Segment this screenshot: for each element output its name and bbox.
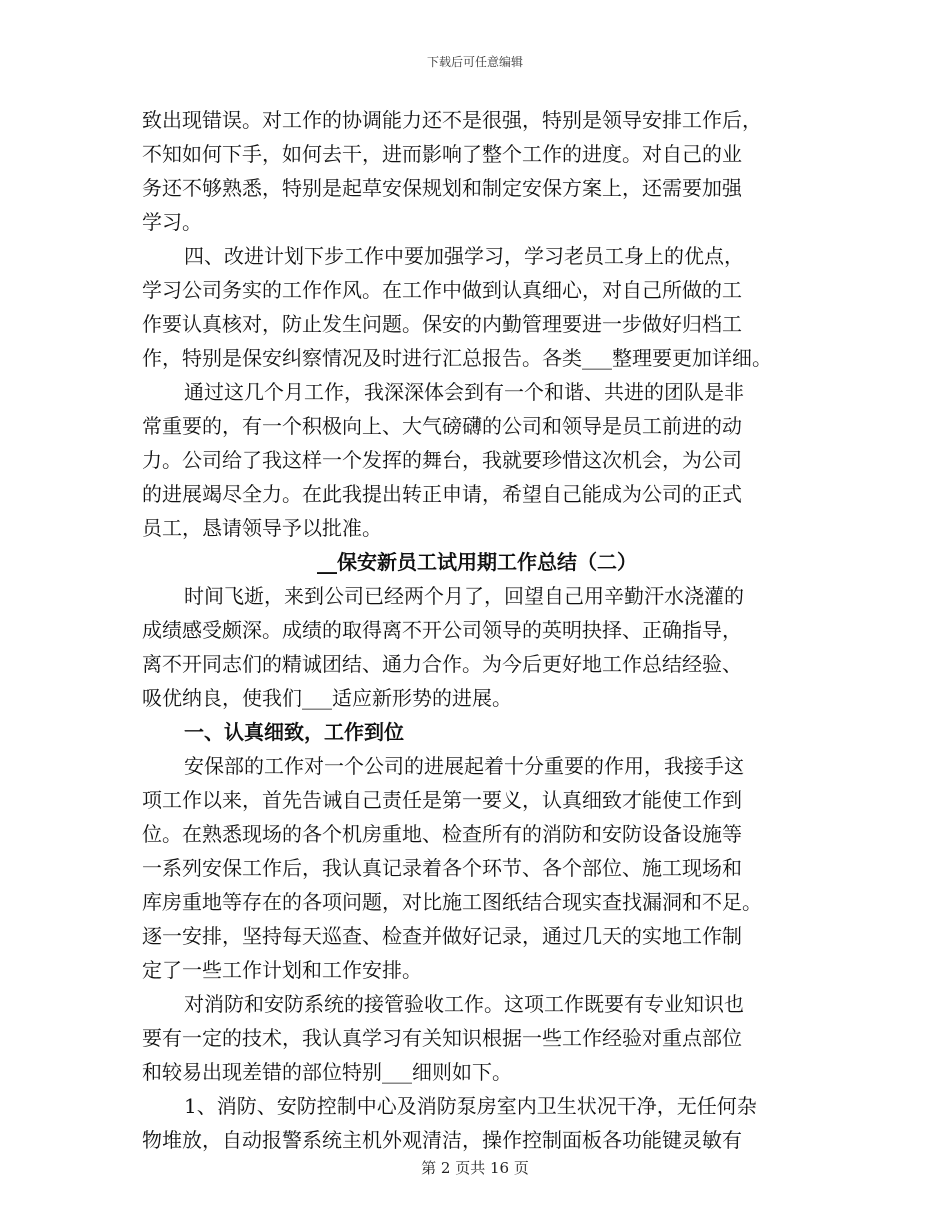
text-line: 项工作以来，首先告诫自己责任是第一要义，认真细致才能使工作到: [142, 788, 742, 812]
text-line: 要有一定的技术，我认真学习有关知识根据一些工作经验对重点部位: [142, 1026, 742, 1050]
text-line: 作要认真核对，防止发生问题。保安的内勤管理要进一步做好归档工: [142, 312, 742, 336]
subsection-heading: 一、认真细致，工作到位: [184, 720, 404, 744]
paragraph-first-line: 对消防和安防系统的接管验收工作。这项工作既要有专业知识也: [184, 992, 744, 1016]
text-line: 学习公司务实的工作作风。在工作中做到认真细心，对自己所做的工: [142, 278, 742, 302]
text-line: 逐一安排，坚持每天巡查、检查并做好记录，通过几天的实地工作制: [142, 924, 742, 948]
text-line: 离不开同志们的精诚团结、通力合作。为今后更好地工作总结经验、: [142, 652, 742, 676]
text-line: 作，特别是保安纠察情况及时进行汇总报告。各类___整理要更加详细。: [142, 346, 772, 370]
paragraph-first-line: 四、改进计划下步工作中要加强学习，学习老员工身上的优点，: [184, 244, 744, 268]
page-footer: 第 2 页共 16 页: [421, 1159, 529, 1177]
paragraph-first-line: 1、消防、安防控制中心及消防泵房室内卫生状况干净，无任何杂: [184, 1094, 757, 1118]
text-line: 吸优纳良，使我们___适应新形势的进展。: [142, 686, 512, 710]
text-line: 不知如何下手，如何去干，进而影响了整个工作的进度。对自己的业: [142, 142, 742, 166]
text-line: 的进展竭尽全力。在此我提出转正申请，希望自己能成为公司的正式: [142, 482, 742, 506]
section-title: __保安新员工试用期工作总结（二）: [317, 550, 637, 574]
text-line: 员工，恳请领导予以批准。: [142, 516, 382, 540]
text-line: 力。公司给了我这样一个发挥的舞台，我就要珍惜这次机会，为公司: [142, 448, 742, 472]
text-line: 常重要的，有一个积极向上、大气磅礴的公司和领导是员工前进的动: [142, 414, 742, 438]
text-line: 定了一些工作计划和工作安排。: [142, 958, 422, 982]
paragraph-first-line: 时间飞逝，来到公司已经两个月了，回望自己用辛勤汗水浇灌的: [184, 584, 744, 608]
text-line: 一系列安保工作后，我认真记录着各个环节、各个部位、施工现场和: [142, 856, 742, 880]
text-line: 成绩感受颇深。成绩的取得离不开公司领导的英明抉择、正确指导，: [142, 618, 742, 642]
paragraph-first-line: 通过这几个月工作，我深深体会到有一个和谐、共进的团队是非: [184, 380, 744, 404]
text-line: 物堆放，自动报警系统主机外观清洁，操作控制面板各功能键灵敏有: [142, 1128, 742, 1152]
header-note: 下载后可任意编辑: [426, 55, 523, 69]
text-line: 致出现错误。对工作的协调能力还不是很强，特别是领导安排工作后，: [142, 108, 762, 132]
text-line: 和较易出现差错的部位特别___细则如下。: [142, 1060, 512, 1084]
document-body: [142, 103, 812, 1157]
text-line: 学习。: [142, 210, 202, 234]
paragraph-first-line: 安保部的工作对一个公司的进展起着十分重要的作用，我接手这: [184, 754, 744, 778]
text-line: 务还不够熟悉，特别是起草安保规划和制定安保方案上，还需要加强: [142, 176, 742, 200]
text-line: 库房重地等存在的各项问题，对比施工图纸结合现实查找漏洞和不足。: [142, 890, 762, 914]
text-line: 位。在熟悉现场的各个机房重地、检查所有的消防和安防设备设施等: [142, 822, 742, 846]
